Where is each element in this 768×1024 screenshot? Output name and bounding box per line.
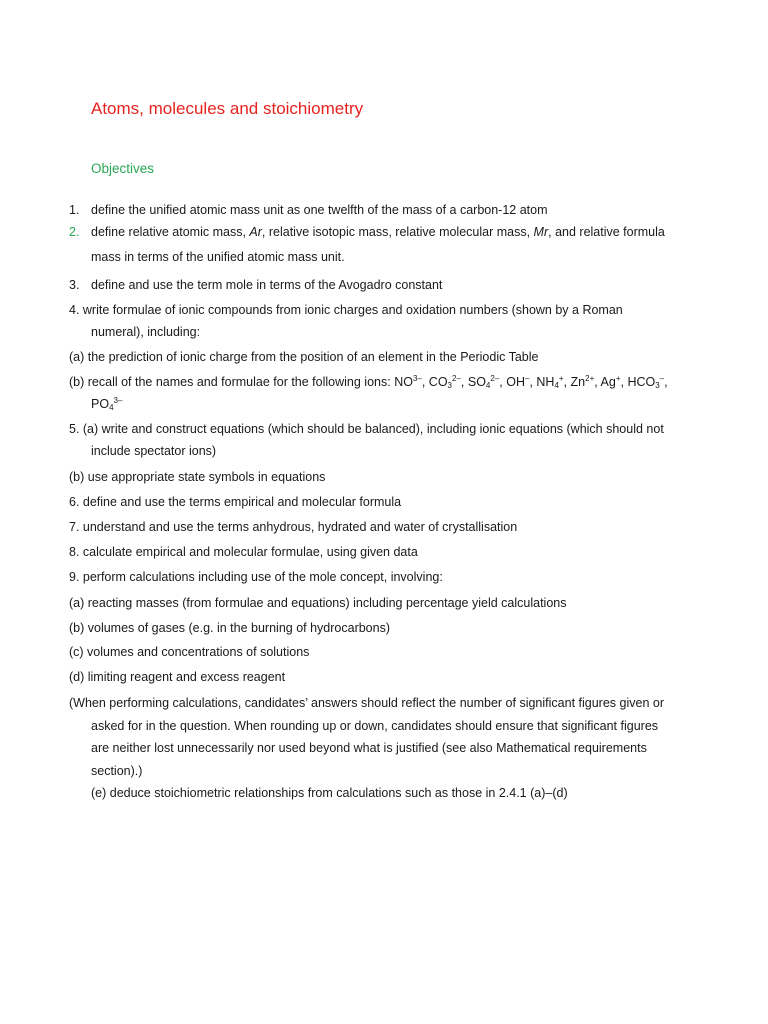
objective-text: are neither lost unnecessarily nor used beyond what is justified (see also Mathematical requirements — [91, 741, 647, 755]
objective-text: 7. understand and use the terms anhydrous, hydrated and water of crystallisation — [69, 520, 518, 534]
objective-text: (b) recall of the names and formulae for the following ions: $NO^{3-}$, $CO_3^{2-}$, $SO_4^{2-}$, OH–, $NH_4^+$, $Zn^{2+}$, Ag+, $HCO_3^-$, — [69, 374, 668, 390]
objective-text: section).) — [91, 764, 143, 778]
objective-text: 8. calculate empirical and molecular formulae, using given data — [69, 545, 418, 559]
ion-formula-nitrate: $NO^{3-}$ — [394, 374, 422, 389]
objective-text: define the unified atomic mass unit as one twelfth of the mass of a carbon-12 atom — [91, 203, 548, 217]
objective-text: 9. perform calculations including use of the mole concept, involving: — [69, 570, 443, 584]
section-heading-objectives: Objectives — [91, 161, 155, 176]
objective-text-part: , and relative formula — [548, 225, 665, 239]
objective-text: 6. define and use the terms empirical and molecular formula — [69, 495, 402, 509]
page-title: Atoms, molecules and stoichiometry — [91, 99, 364, 118]
ion-formula-ammonium: $NH_4^+$ — [536, 374, 564, 390]
objective-text: mass in terms of the unified atomic mass unit. — [91, 250, 345, 264]
objective-text: define and use the term mole in terms of the Avogadro constant — [91, 278, 443, 292]
ion-formula-sulfate: $SO_4^{2-}$ — [467, 374, 500, 390]
relative-molecular-mass-symbol: Mr — [533, 225, 549, 239]
objective-text: 4. write formulae of ionic compounds from ionic charges and oxidation numbers (shown by a Roman — [69, 303, 623, 317]
objective-text-part: , relative isotopic mass, relative molecular mass, — [261, 225, 534, 239]
objective-number: 2. — [69, 225, 80, 239]
objective-text: (b) use appropriate state symbols in equations — [69, 470, 326, 484]
ion-formula-hydroxide: OH– — [506, 374, 530, 389]
objective-text: 5. (a) write and construct equations (which should be balanced), including ionic equations (which should not — [69, 422, 664, 436]
objective-text: (d) limiting reagent and excess reagent — [69, 670, 286, 684]
ion-formula-silver: Ag+ — [600, 374, 621, 389]
objective-text — [91, 221, 665, 243]
objective-text: (When performing calculations, candidates’ answers should reflect the number of significant figures given or — [69, 696, 664, 710]
objective-text: (a) the prediction of ionic charge from the position of an element in the Periodic Table — [69, 350, 539, 364]
objective-text: asked for in the question. When rounding up or down, candidates should ensure that significant figures — [91, 719, 659, 733]
objective-text: (a) reacting masses (from formulae and equations) including percentage yield calculations — [69, 596, 567, 610]
objective-number: 1. — [69, 203, 80, 217]
objective-text-part: define relative atomic mass, — [91, 225, 250, 239]
objective-text: include spectator ions) — [91, 444, 217, 458]
relative-atomic-mass-symbol: Ar — [249, 225, 262, 239]
ion-formula-hydrogencarbonate: $HCO_3^-$ — [627, 374, 665, 390]
objective-text: (e) deduce stoichiometric relationships from calculations such as those in 2.4.1 (a)–(d) — [91, 786, 568, 800]
objective-number: 3. — [69, 278, 80, 292]
ion-formula-phosphate: $PO_4^{3-}$ — [91, 396, 123, 412]
objective-text: (c) volumes and concentrations of solutions — [69, 645, 310, 659]
objective-text: (b) volumes of gases (e.g. in the burning of hydrocarbons) — [69, 621, 391, 635]
ion-formula-zinc: $Zn^{2+}$ — [570, 374, 595, 389]
objective-text: numeral), including: — [91, 325, 201, 339]
ion-formula-carbonate: $CO_3^{2-}$ — [428, 374, 461, 390]
